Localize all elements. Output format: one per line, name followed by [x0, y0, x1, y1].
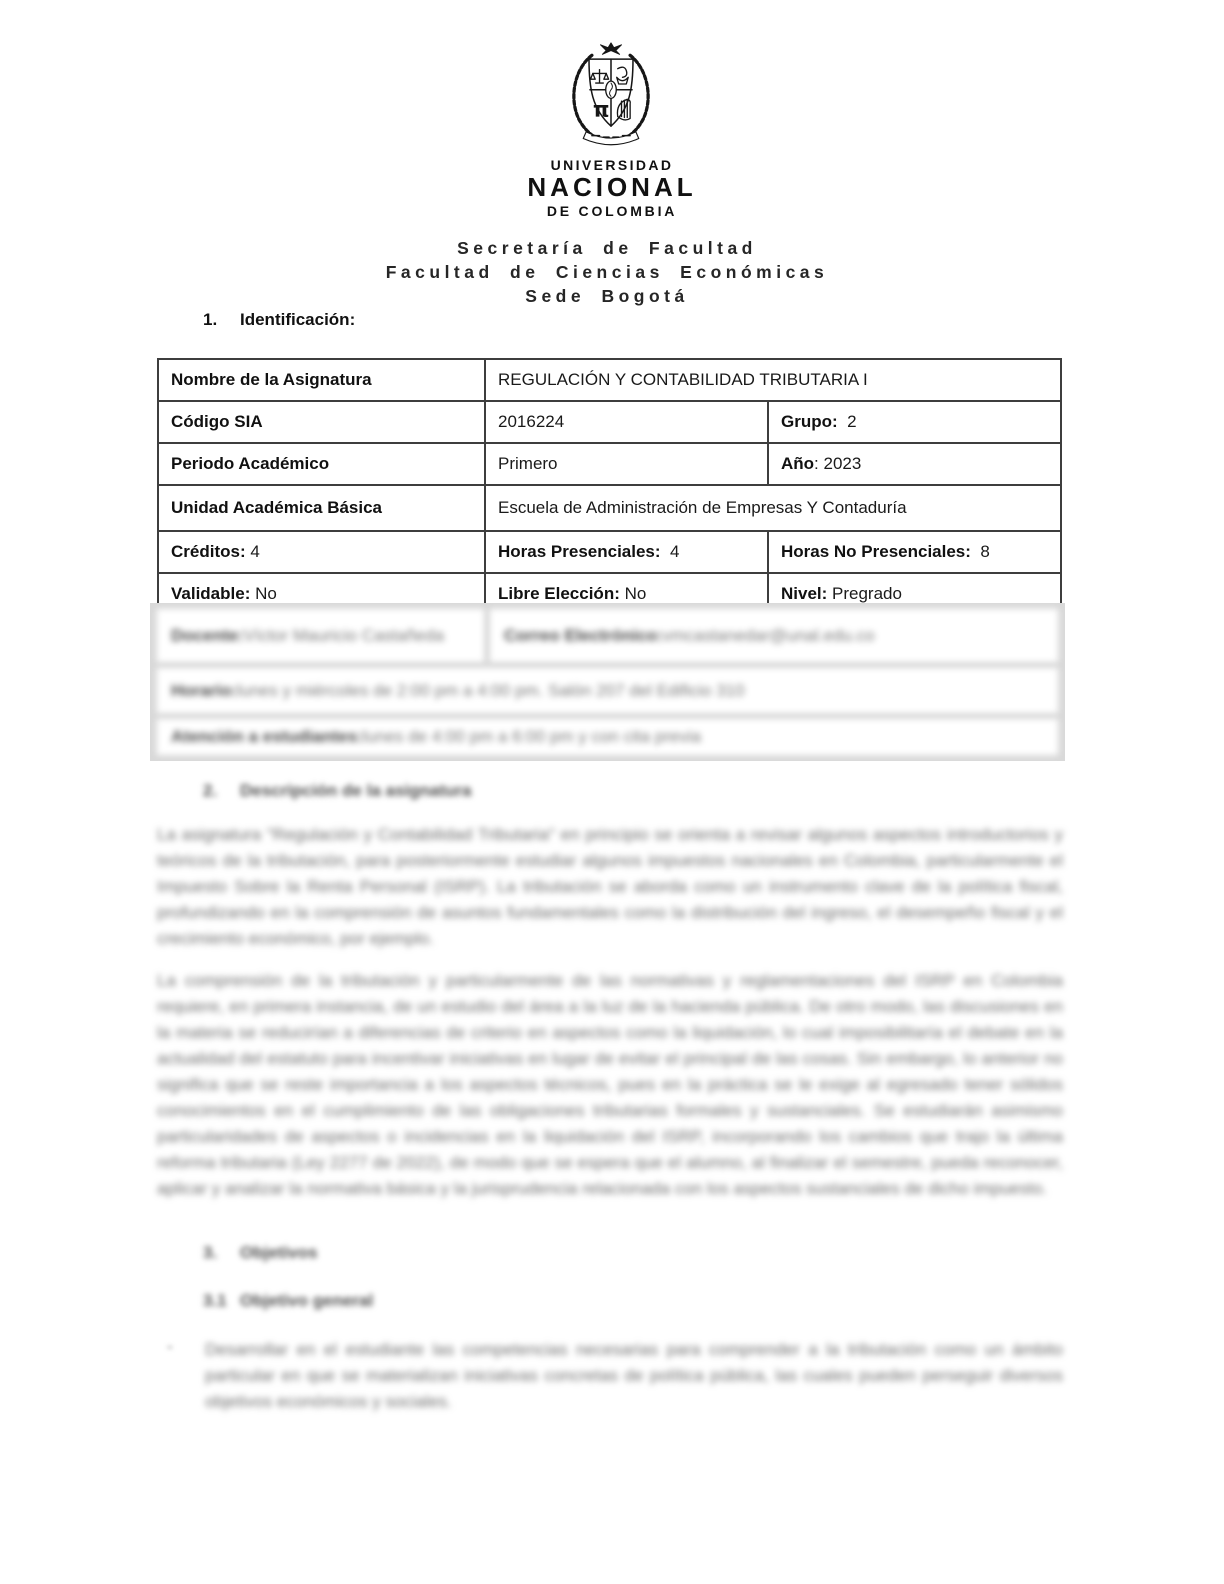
section-1-title: Identificación:	[240, 310, 356, 329]
redacted-info-panel	[150, 603, 1065, 761]
description-paragraph-2-blurred: La comprensión de la tributación y particularmente de las normativas y reglamentaciones del ISRP en Colombia requiere, en primera instancia, de un estudio del área a la luz de la hacienda pública. De otro modo, las discusiones en la materia se reducirían a diferencias de criterio en aspectos como la liquidación, lo cual imposibilitaría el debate en la actualidad del estatuto para incentivar iniciativas en lugar de evitar el principal de las cosas. Sin embargo, lo anterior no significa que se reste importancia a los aspectos técnicos, pues en la práctica se le exige al egresado tener sólidos conocimientos en el cumplimiento de las obligaciones tributarias formales y sustanciales. Se estudiarán asimismo particularidades de aspectos o incidencias en la liquidación del ISRP, incorporando los cambios que trajo la última reforma tributaria (Ley 2277 de 2022), de modo que se espera que el alumno, al finalizar el semestre, pueda reconocer, aplicar y analizar la normativa básica y la jurisprudencia relacionada con los aspectos sustanciales de dicho impuesto.	[157, 971, 1063, 1198]
redacted-docente-cell	[157, 609, 484, 662]
redacted-correo-cell	[490, 609, 1058, 662]
table-cell-label: Periodo Académico	[158, 443, 485, 485]
table-cell-validable: Validable: No	[158, 573, 485, 615]
correo-label: Correo Electrónico:	[504, 625, 663, 645]
section-2-heading-blurred	[203, 781, 471, 801]
table-cell-label: Unidad Académica Básica	[158, 485, 485, 531]
horario-label: Horario:	[171, 680, 238, 700]
office-line-secretaria: Secretaría de Facultad	[457, 238, 757, 258]
section-3-1-heading-blurred	[203, 1291, 373, 1311]
section-3-number: 3.	[203, 1243, 218, 1262]
table-row-periodo	[158, 443, 1061, 485]
objective-general-paragraph-blurred: Desarrollar en el estudiante las competencias necesarias para comprender a la tributación como un ámbito particular en que se materializan iniciativas concretas de política pública, las cuales pueden perseguir diversos objetivos económicos y sociales.	[205, 1340, 1063, 1411]
table-cell-label: Nombre de la Asignatura	[158, 359, 485, 401]
faculty-office-block	[0, 236, 1214, 308]
bullet-marker: -	[167, 1337, 173, 1356]
section-2-number: 2.	[203, 781, 218, 800]
redacted-atencion-cell	[157, 719, 1058, 755]
wordmark-universidad: UNIVERSIDAD	[550, 157, 674, 173]
university-crest-logo	[563, 40, 659, 150]
section-3-1-title: Objetivo general	[240, 1291, 374, 1310]
table-cell-horas-no-presenciales: Horas No Presenciales: 8	[768, 531, 1061, 573]
office-line-sede: Sede Bogotá	[525, 286, 689, 306]
section-3-heading-blurred	[203, 1243, 317, 1263]
table-cell-nivel: Nivel: Pregrado	[768, 573, 1061, 615]
table-cell-horas-presenciales: Horas Presenciales: 4	[485, 531, 768, 573]
docente-label: Docente:	[171, 625, 244, 645]
table-row-unidad	[158, 485, 1061, 531]
table-cell-creditos: Créditos: 4	[158, 531, 485, 573]
table-row-creditos	[158, 531, 1061, 573]
section-1-number: 1.	[203, 310, 218, 329]
table-cell-ano: Año: 2023	[768, 443, 1061, 485]
section-3-title: Objetivos	[240, 1243, 318, 1262]
table-cell-value: Primero	[485, 443, 768, 485]
motto-ribbon	[583, 132, 638, 145]
pi-symbol: π	[592, 96, 610, 122]
section-1-heading	[203, 310, 355, 330]
wordmark-de-colombia: DE COLOMBIA	[546, 203, 678, 219]
section-2-title: Descripción de la asignatura	[240, 781, 472, 800]
table-cell-value: Escuela de Administración de Empresas Y Contaduría	[485, 485, 1061, 531]
table-cell-libre-eleccion: Libre Elección: No	[485, 573, 768, 615]
docente-value: Víctor Mauricio Castañeda	[243, 625, 445, 645]
description-paragraph-1-blurred: La asignatura "Regulación y Contabilidad Tributaria" en principio se orienta a revisar algunos aspectos introductorios y teóricos de la tributación, para posteriormente estudiar algunos impuestos nacionales en Colombia, particularmente el Impuesto Sobre la Renta Personal (ISRP). La tributación se aborda como un instrumento clave de la política fiscal, profundizando en la comprensión de asuntos fundamentales como la distribución del ingreso, el desempeño fiscal y el crecimiento económico, por ejemplo.	[157, 825, 1063, 948]
office-line-facultad: Facultad de Ciencias Económicas	[385, 262, 829, 282]
correo-value: vmcastanedar@unal.edu.co	[662, 625, 875, 645]
atencion-label: Atención a estudiantes:	[171, 727, 363, 746]
wordmark-nacional: NACIONAL	[527, 172, 697, 202]
condor-icon	[600, 43, 621, 54]
table-cell-label: Código SIA	[158, 401, 485, 443]
table-cell-value: REGULACIÓN Y CONTABILIDAD TRIBUTARIA I	[485, 359, 1061, 401]
atencion-value: lunes de 4:00 pm a 6:00 pm y con cita previa	[362, 727, 702, 746]
table-row-nombre	[158, 359, 1061, 401]
section-3-1-number: 3.1	[203, 1291, 227, 1310]
horario-value: lunes y miércoles de 2:00 pm a 4:00 pm. Salón 207 del Edificio 310	[237, 680, 745, 700]
table-cell-value: 2016224	[485, 401, 768, 443]
identification-table	[157, 358, 1062, 616]
table-cell-grupo: Grupo: 2	[768, 401, 1061, 443]
redacted-horario-cell	[157, 668, 1058, 713]
table-row-codigo	[158, 401, 1061, 443]
